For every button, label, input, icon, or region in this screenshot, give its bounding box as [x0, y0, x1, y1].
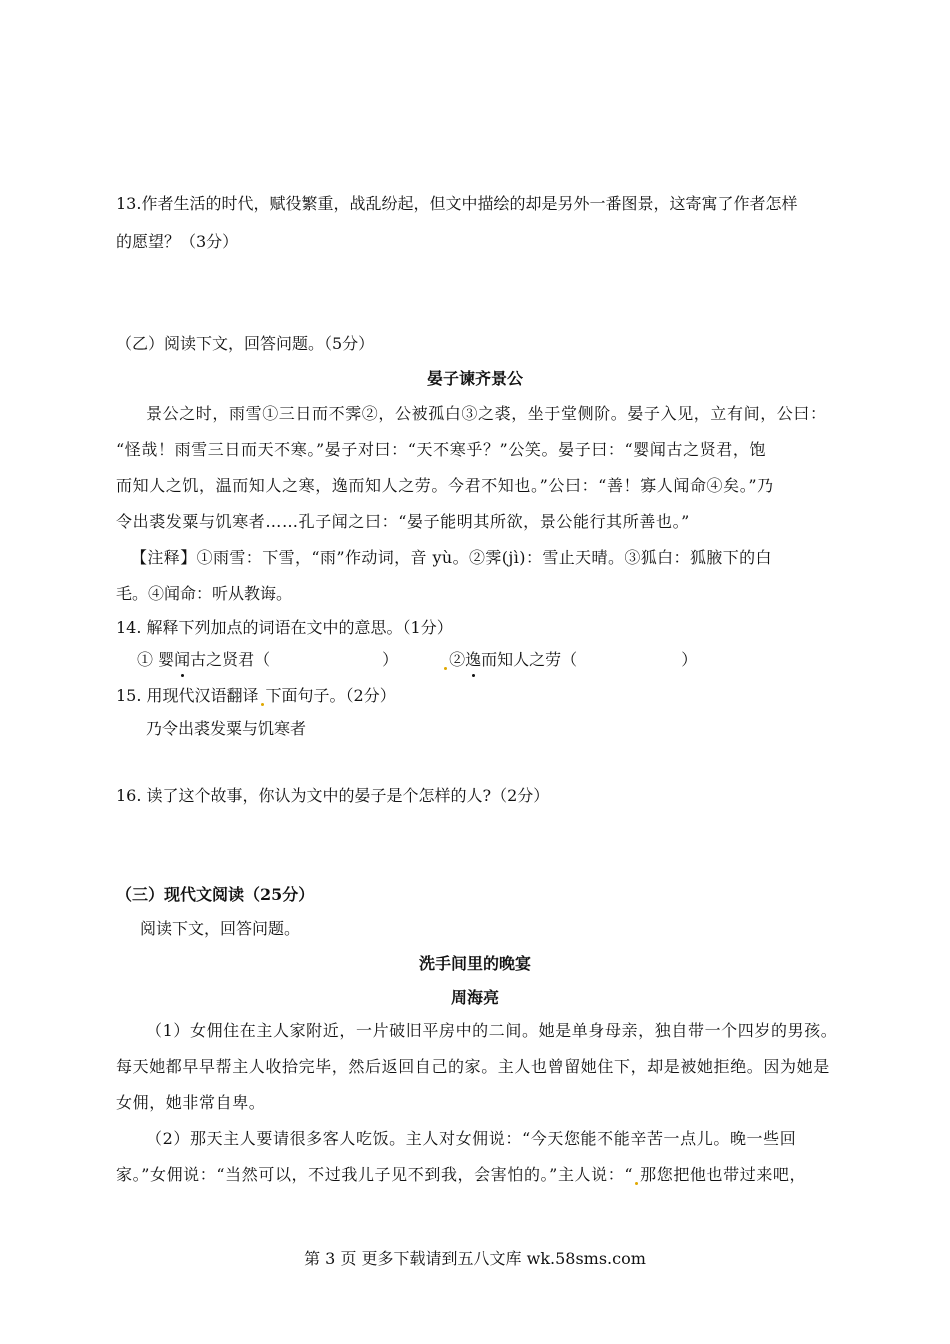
section-san-heading: （三）现代文阅读（25分）: [116, 885, 315, 904]
story-paragraph-line: 女佣，她非常自卑。: [116, 1093, 266, 1112]
q13-line-2: 的愿望？（3分）: [116, 232, 239, 251]
dotted-word: 逸: [465, 650, 482, 669]
story-paragraph-line: （1）女佣住在主人家附近，一片破旧平房中的二间。她是单身母亲，独自带一个四岁的男孩。: [146, 1021, 838, 1040]
marker-dot: [444, 667, 447, 670]
q14-item2-prefix: ②: [449, 650, 466, 669]
story-paragraph-line: （2）那天主人要请很多客人吃饭。主人对女佣说：“今天您能不能辛苦一点儿。晚一些回: [146, 1129, 797, 1148]
passage-line: “怪哉！雨雪三日而天不寒。”晏子对曰：“天不寒乎？”公笑。晏子曰：“婴闻古之贤君，饱: [116, 440, 767, 459]
q13-line-1: 13.作者生活的时代，赋役繁重，战乱纷起，但文中描绘的却是另外一番图景，这寄寓了作者怎样: [116, 194, 798, 213]
q15-stem: 15. 用现代汉语翻译 下面句子。（2分）: [116, 686, 396, 705]
story-title: 洗手间里的晚宴: [418, 954, 531, 973]
section-yi-intro: （乙）阅读下文，回答问题。（5分）: [116, 334, 375, 353]
q16-stem: 16. 读了这个故事，你认为文中的晏子是个怎样的人?（2分）: [116, 786, 550, 805]
story-author: 周海亮: [450, 988, 499, 1007]
q14-item2-close: ）: [681, 650, 698, 669]
q14-item1-prefix: ① 婴: [137, 650, 175, 669]
passage-line: 令出裘发粟与饥寒者……孔子闻之曰：“晏子能明其所欲，景公能行其所善也。”: [116, 512, 690, 531]
annotation-line: 【注释】①雨雪：下雪，“雨”作动词，音 yù。②霁(jì)：雪止天晴。③狐白：狐腋下的白: [131, 548, 772, 567]
passage-line: 景公之时，雨雪①三日而不霁②，公被孤白③之裘，坐于堂侧阶。晏子入见，立有间，公曰：: [146, 404, 827, 423]
q14-item2-text: 而知人之劳（: [481, 650, 578, 669]
q15-sentence: 乃令出裘发粟与饥寒者: [146, 719, 307, 738]
section-san-intro: 阅读下文，回答问题。: [140, 919, 301, 938]
passage-line: 而知人之饥，温而知人之寒，逸而知人之劳。今君不知也。”公曰：“善！寡人闻命④矣。”乃: [116, 476, 774, 495]
marker-dot: [261, 703, 264, 706]
page-footer: 第 3 页 更多下载请到五八文库 wk.58sms.com: [304, 1249, 646, 1268]
annotation-line: 毛。④闻命：听从教诲。: [116, 584, 293, 603]
story-paragraph-line: 每天她都早早帮主人收拾完毕，然后返回自己的家。主人也曾留她住下，却是被她拒绝。因为她是: [116, 1057, 830, 1076]
dotted-word: 闻: [174, 650, 191, 669]
q14-item1-text: 古之贤君（: [190, 650, 271, 669]
passage-title: 晏子谏齐景公: [426, 369, 523, 388]
q14-item1-close: ）: [382, 650, 399, 669]
story-paragraph-line: 家。”女佣说：“当然可以，不过我儿子见不到我，会害怕的。”主人说：“ 那您把他也带过来吧，: [116, 1165, 807, 1184]
marker-dot: [635, 1182, 638, 1185]
q14-items: [137, 650, 697, 670]
q14-stem: 14. 解释下列加点的词语在文中的意思。（1分）: [116, 618, 453, 637]
